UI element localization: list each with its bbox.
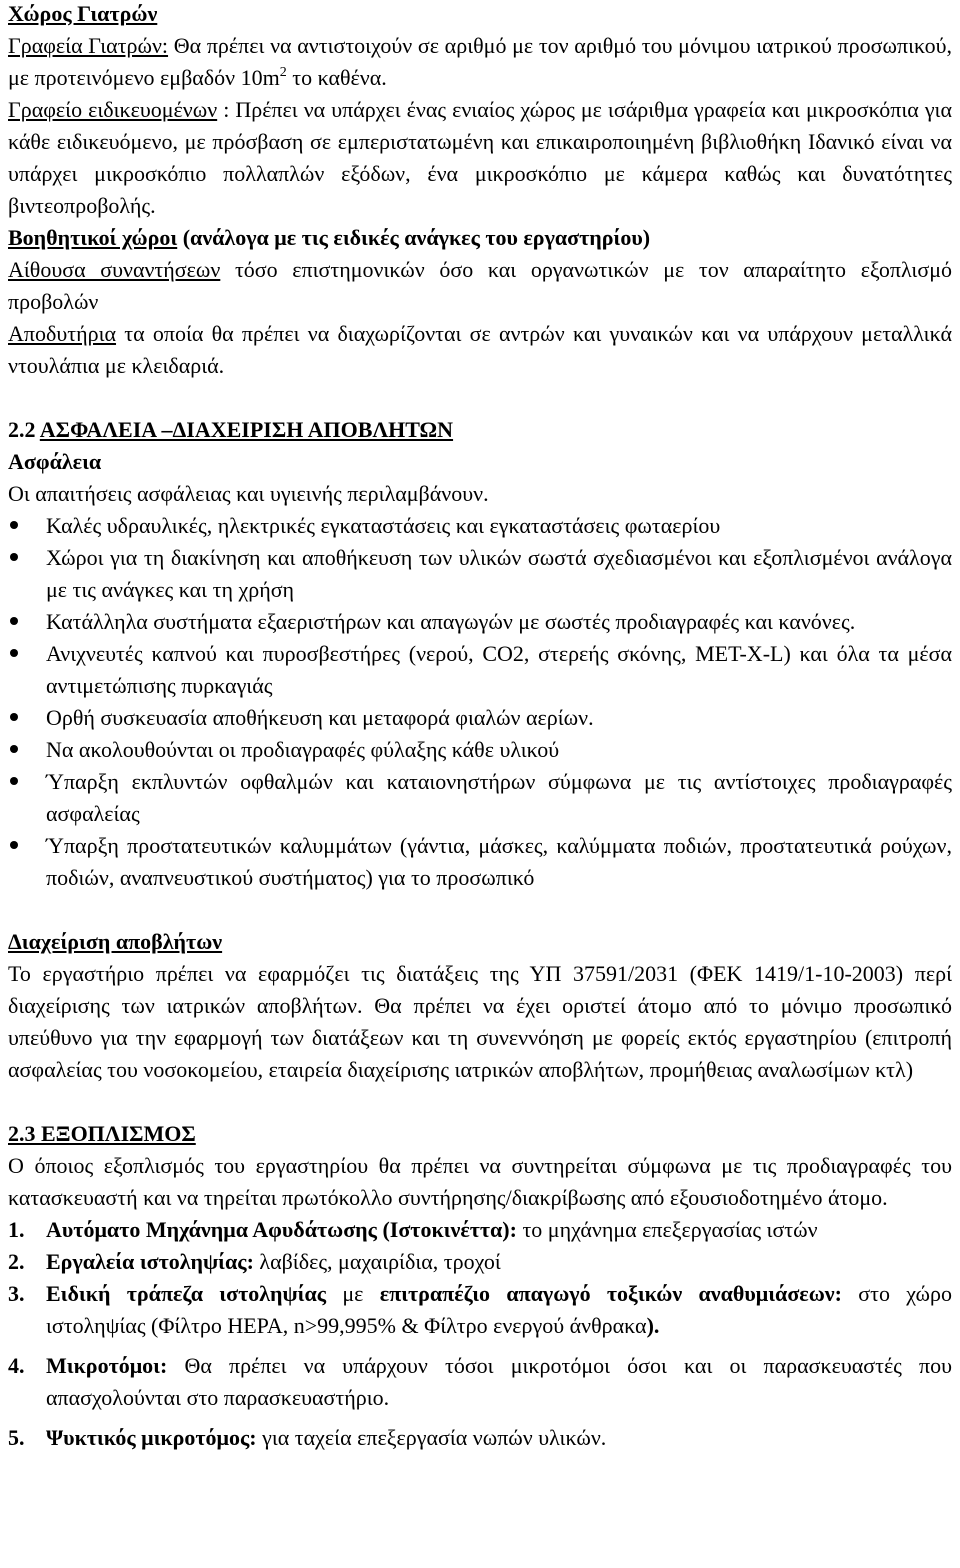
safety-section-text: ΑΣΦΑΛΕΙΑ –ΔΙΑΧΕΙΡΙΣΗ ΑΠΟΒΛΗΤΩΝ <box>39 417 454 442</box>
list-item: Ύπαρξη προστατευτικών καλυμμάτων (γάντια, μάσκες, καλύμματα ποδιών, προστατευτικά ρούχων, ποδιών, αναπνευστικού συστήματος) για το προσωπικό <box>8 830 952 894</box>
meeting-paragraph <box>8 254 952 318</box>
meeting-label: Αίθουσα συναντήσεων <box>8 257 221 282</box>
safety-subheading: Ασφάλεια <box>8 449 102 474</box>
aux-heading <box>8 222 952 254</box>
list-item: 2. Εργαλεία ιστοληψίας: λαβίδες, μαχαιρίδια, τροχοί <box>8 1246 952 1278</box>
bullet-icon <box>10 841 18 849</box>
list-item: Ανιχνευτές καπνού και πυροσβεστήρες (νερού, CO2, στερεής σκόνης, MET-X-L) και όλα τα μέσα αντιμετώπισης πυρκαγιάς <box>8 638 952 702</box>
item-number: 1. <box>8 1217 25 1242</box>
residents-text: : Πρέπει να υπάρχει ένας ενιαίος χώρος με ισάριθμα γραφεία και μικροσκόπια για κάθε ειδικευόμενο, με πρόσβαση σε εμπεριστατωμένη και επικαιροποιημένη βιβλιοθήκη Ιδανικό είναι να υπάρχει μικροσκόπιο πολλαπλών εξόδων, ένα μικροσκόπιο με κάμερα καθώς και δυνατότητες βιντεοπροβολής. <box>8 97 952 218</box>
spacer <box>8 382 952 414</box>
offices-superscript: 2 <box>279 65 287 80</box>
aux-heading-rest: (ανάλογα με τις ειδικές ανάγκες του εργαστηρίου) <box>177 225 651 250</box>
safety-intro: Οι απαιτήσεις ασφάλειας και υγιεινής περιλαμβάνουν. <box>8 481 489 506</box>
item-number: 4. <box>8 1353 25 1378</box>
item-number: 5. <box>8 1425 25 1450</box>
waste-heading: Διαχείριση αποβλήτων <box>8 929 223 954</box>
waste-paragraph: Το εργαστήριο πρέπει να εφαρμόζει τις διατάξεις της ΥΠ 37591/2031 (ΦΕΚ 1419/1-10-2003) περί διαχείρισης των ιατρικών αποβλήτων. Θα πρέπει να έχει οριστεί άτομο από το μόνιμο προσωπικό υπεύθυνο για την εφαρμογή των διατάξεων και τη συνεννόηση με φορείς εκτός εργαστηρίου (επιτροπή ασφαλείας του νοσοκομείου, εταιρεία διαχείρισης ιατρικών αποβλήτων, προμήθειας αναλωσίμων κτλ) <box>8 961 952 1082</box>
list-item: 5. Ψυκτικός μικροτόμος: για ταχεία επεξεργασία νωπών υλικών. <box>8 1422 952 1454</box>
offices-label: Γραφεία Γιατρών: <box>8 33 169 58</box>
offices-text: Θα πρέπει να αντιστοιχούν σε αριθμό με τον αριθμό του μόνιμου ιατρικού προσωπικού, με προτεινόμενο εμβαδόν 10m <box>8 33 953 90</box>
aux-heading-underlined: Βοηθητικοί χώροι <box>8 225 178 250</box>
offices-paragraph <box>8 30 952 94</box>
bullet-icon <box>10 553 18 561</box>
safety-section-num: 2.2 <box>8 417 40 442</box>
list-item: Καλές υδραυλικές, ηλεκτρικές εγκαταστάσεις και εγκαταστάσεις φωταερίου <box>8 510 952 542</box>
bullet-icon <box>10 521 18 529</box>
bullet-icon <box>10 649 18 657</box>
lockers-label: Αποδυτήρια <box>8 321 117 346</box>
list-item: Ορθή συσκευασία αποθήκευση και μεταφορά φιαλών αερίων. <box>8 702 952 734</box>
meeting-text: τόσο επιστημονικών όσο και οργανωτικών με τον απαραίτητο εξοπλισμό προβολών <box>8 257 953 314</box>
bullet-icon <box>10 745 18 753</box>
list-item: Ύπαρξη εκπλυντών οφθαλμών και καταιονηστήρων σύμφωνα με τις αντίστοιχες προδιαγραφές ασφαλείας <box>8 766 952 830</box>
safety-list <box>8 510 952 894</box>
list-item: 3. Ειδική τράπεζα ιστοληψίας με επιτραπέζιο απαγωγό τοξικών αναθυμιάσεων: στο χώρο ιστοληψίας (Φίλτρο HEPA, n>99,995% & Φίλτρο ενεργού άνθρακα). <box>8 1278 952 1342</box>
doctors-heading: Χώρος Γιατρών <box>8 1 158 26</box>
list-item: 4. Μικροτόμοι: Θα πρέπει να υπάρχουν τόσοι μικροτόμοι όσοι και οι παρασκευαστές που απασχολούνται στο παρασκευαστήριο. <box>8 1350 952 1414</box>
list-item: Να ακολουθούνται οι προδιαγραφές φύλαξης κάθε υλικού <box>8 734 952 766</box>
spacer <box>8 1086 952 1118</box>
spacer <box>8 894 952 926</box>
lockers-paragraph <box>8 318 952 382</box>
safety-section-title <box>8 414 952 446</box>
equipment-section-title: 2.3 ΕΞΟΠΛΙΣΜΟΣ <box>8 1121 196 1146</box>
bullet-icon <box>10 777 18 785</box>
residents-label: Γραφείο ειδικευομένων <box>8 97 218 122</box>
item-number: 3. <box>8 1281 25 1306</box>
item-number: 2. <box>8 1249 25 1274</box>
list-item: 1. Αυτόματο Μηχάνημα Αφυδάτωσης (Ιστοκινέττα): το μηχάνημα επεξεργασίας ιστών <box>8 1214 952 1246</box>
offices-tail: το καθένα. <box>286 65 387 90</box>
lockers-text: τα οποία θα πρέπει να διαχωρίζονται σε αντρών και γυναικών και να υπάρχουν μεταλλικά ντουλάπια με κλειδαριά. <box>8 321 952 378</box>
equipment-intro: Ο όποιος εξοπλισμός του εργαστηρίου θα πρέπει να συντηρείται σύμφωνα με τις προδιαγραφές του κατασκευαστή και να τηρείται πρωτόκολλο συντήρησης/διακρίβωσης από εξουσιοδοτημένο άτομο. <box>8 1153 952 1210</box>
bullet-icon <box>10 713 18 721</box>
residents-paragraph <box>8 94 952 222</box>
equipment-list <box>8 1214 952 1454</box>
bullet-icon <box>10 617 18 625</box>
list-item: Χώροι για τη διακίνηση και αποθήκευση των υλικών σωστά σχεδιασμένοι και εξοπλισμένοι ανάλογα με τις ανάγκες και τη χρήση <box>8 542 952 606</box>
list-item: Κατάλληλα συστήματα εξαεριστήρων και απαγωγών με σωστές προδιαγραφές και κανόνες. <box>8 606 952 638</box>
